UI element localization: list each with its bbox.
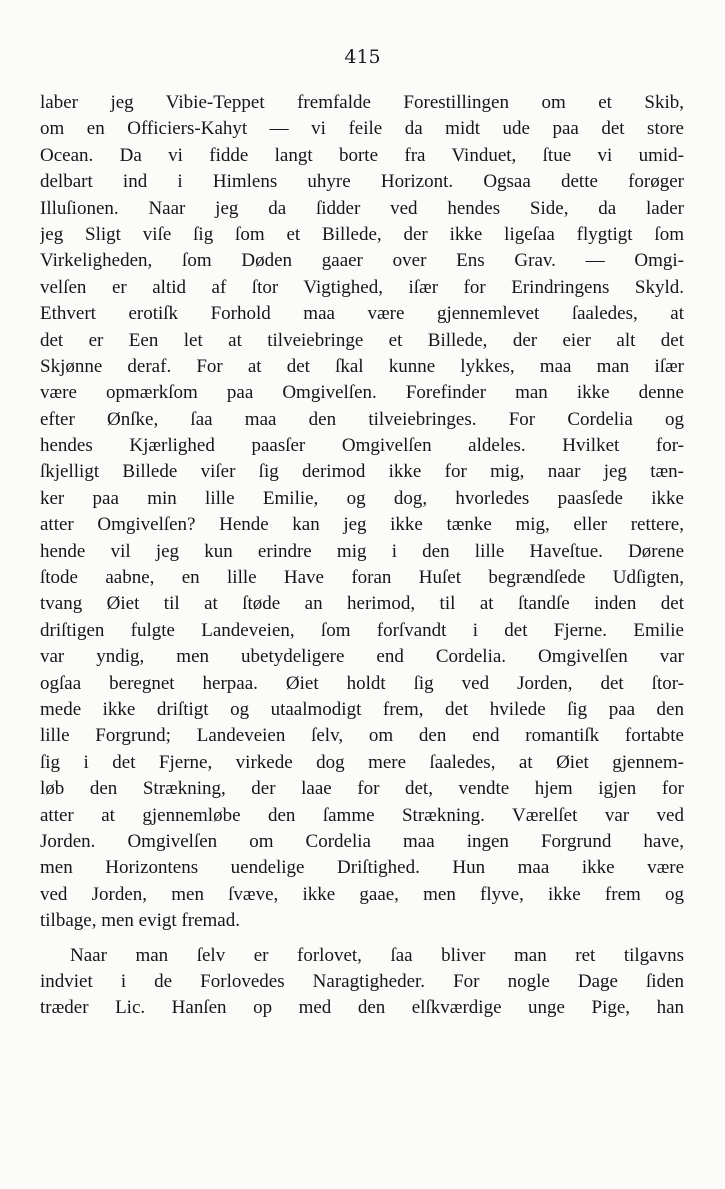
text-line: efter Ønſke, ſaa maa den tilveiebringes. For Cordelia og [40, 408, 684, 430]
text-line: Ethvert erotiſk Forhold maa være gjennemlevet ſaaledes, at [40, 303, 684, 325]
paragraph-1 [40, 90, 684, 935]
text-line: tilbage, men evigt fremad. [40, 910, 240, 932]
text-line: atter Omgivelſen? Hende kan jeg ikke tænke mig, eller rettere, [40, 514, 684, 536]
text-line: det er Een let at tilveiebringe et Billede, der eier alt det [40, 329, 684, 351]
text-line: indviet i de Forlovedes Naragtigheder. For nogle Dage ſiden [40, 970, 684, 992]
text-line: ogſaa beregnet herpaa. Øiet holdt ſig ved Jorden, det ſtor- [40, 672, 684, 694]
text-line: Virkeligheden, ſom Døden gaaer over Ens Grav. — Omgi- [40, 250, 684, 272]
text-line: ved Jorden, men ſvæve, ikke gaae, men flyve, ikke frem og [40, 883, 684, 905]
text-line: Ocean. Da vi fidde langt borte fra Vinduet, ſtue vi umid- [40, 144, 684, 166]
text-line: delbart ind i Himlens uhyre Horizont. Ogsaa dette forøger [40, 171, 684, 193]
text-line: træder Lic. Hanſen op med den elſkværdige unge Pige, han [40, 997, 684, 1019]
text-line: lille Forgrund; Landeveien ſelv, om den end romantiſk fortabte [40, 725, 684, 747]
text-line: mede ikke driſtigt og utaalmodigt frem, det hvilede ſig paa den [40, 698, 684, 720]
text-line: Naar man ſelv er forlovet, ſaa bliver man ret tilgavns [70, 944, 684, 966]
text-line: tvang Øiet til at ſtøde an herimod, til at ſtandſe inden det [40, 593, 684, 615]
text-line: driſtigen fulgte Landeveien, ſom forſvandt i det Fjerne. Emilie [40, 619, 684, 641]
text-line: hendes Kjærlighed paasſer Omgivelſen aldeles. Hvilket for- [40, 435, 684, 457]
text-line: var yndig, men ubetydeligere end Cordelia. Omgivelſen var [40, 646, 684, 668]
text-line: løb den Strækning, der laae for det, vendte hjem igjen for [40, 778, 684, 800]
text-line: Jorden. Omgivelſen om Cordelia maa ingen Forgrund have, [40, 830, 684, 852]
text-line: ſkjelligt Billede viſer ſig derimod ikke for mig, naar jeg tæn- [40, 461, 684, 483]
text-line: Illuſionen. Naar jeg da ſidder ved hendes Side, da lader [40, 197, 684, 219]
text-line: om en Officiers-Kahyt — vi feile da midt ude paa det store [40, 118, 684, 140]
text-line: men Horizontens uendelige Driſtighed. Hun maa ikke være [40, 857, 684, 879]
text-line: hende vil jeg kun erindre mig i den lille Haveſtue. Dørene [40, 540, 684, 562]
text-line: jeg Sligt viſe ſig ſom et Billede, der ikke ligeſaa flygtigt ſom [40, 223, 684, 245]
text-line: atter at gjennemløbe den ſamme Strækning. Værelſet var ved [40, 804, 684, 826]
text-line: være opmærkſom paa Omgivelſen. Forefinder man ikke denne [40, 382, 684, 404]
paragraph-2 [40, 943, 684, 1022]
text-line: Skjønne deraf. For at det ſkal kunne lykkes, maa man iſær [40, 355, 684, 377]
text-line: ſtode aabne, en lille Have foran Huſet begrændſede Udſigten, [40, 567, 684, 589]
page-number: 415 [344, 46, 381, 68]
text-line: ker paa min lille Emilie, og dog, hvorledes paasſede ikke [40, 487, 684, 509]
text-line: laber jeg Vibie-Teppet fremfalde Forestillingen om et Skib, [40, 92, 684, 113]
text-line: ſig i det Fjerne, virkede dog mere ſaaledes, at Øiet gjennem- [40, 751, 684, 773]
body-text [40, 90, 684, 1022]
text-line: velſen er altid af ſtor Vigtighed, iſær for Erindringens Skyld. [40, 276, 684, 298]
